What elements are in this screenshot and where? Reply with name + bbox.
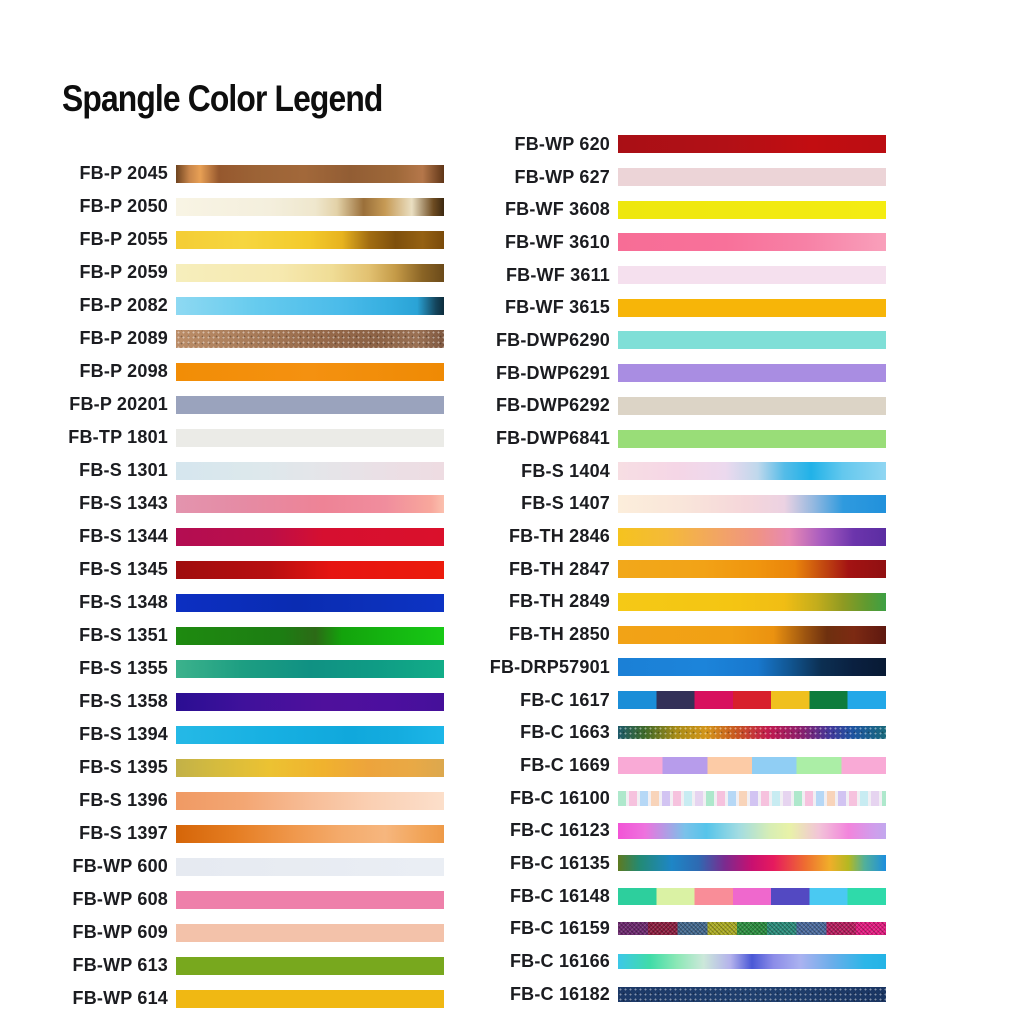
color-swatch	[618, 691, 886, 709]
swatch-label: FB-WP 627	[514, 166, 610, 187]
legend-row	[442, 422, 886, 455]
color-swatch	[618, 430, 886, 448]
swatch-label: FB-S 1301	[79, 460, 168, 480]
swatch-label: FB-S 1397	[79, 823, 168, 843]
swatch-label: FB-C 16135	[509, 852, 610, 873]
color-swatch	[618, 922, 886, 935]
color-swatch	[176, 858, 444, 876]
legend-row	[0, 652, 444, 685]
legend-row	[442, 520, 886, 553]
legend-row	[442, 161, 886, 194]
legend-row	[442, 716, 886, 749]
color-swatch	[176, 594, 444, 612]
swatch-label: FB-P 2082	[79, 295, 168, 315]
swatch-label: FB-S 1407	[521, 493, 610, 514]
legend-row	[0, 982, 444, 1015]
swatch-label: FB-S 1395	[79, 757, 168, 777]
swatch-label: FB-WP 620	[514, 133, 610, 154]
color-swatch	[618, 528, 886, 546]
color-swatch	[176, 495, 444, 513]
swatch-label: FB-C 1669	[520, 754, 610, 775]
swatch-label: FB-S 1351	[79, 625, 168, 645]
color-swatch	[176, 957, 444, 975]
legend-row	[442, 978, 886, 1011]
legend-row	[442, 259, 886, 292]
legend-row	[0, 850, 444, 883]
legend-row	[0, 289, 444, 322]
legend-row	[0, 157, 444, 190]
color-swatch	[618, 135, 886, 153]
legend-row	[0, 553, 444, 586]
color-swatch	[176, 891, 444, 909]
color-swatch	[176, 330, 444, 348]
legend-row	[442, 455, 886, 488]
color-swatch	[176, 297, 444, 315]
legend-row	[442, 226, 886, 259]
swatch-label: FB-C 1663	[520, 722, 610, 743]
legend-row	[0, 685, 444, 718]
color-swatch	[618, 658, 886, 676]
color-swatch	[618, 593, 886, 611]
swatch-label: FB-S 1396	[79, 790, 168, 810]
color-swatch	[176, 363, 444, 381]
swatch-label: FB-P 2055	[79, 229, 168, 249]
color-swatch	[176, 429, 444, 447]
color-swatch	[618, 888, 886, 905]
legend-row	[442, 913, 886, 946]
swatch-label: FB-TH 2849	[508, 591, 610, 612]
legend-row	[442, 357, 886, 390]
swatch-label: FB-WF 3610	[504, 231, 610, 252]
swatch-label: FB-TH 2846	[508, 526, 610, 547]
color-swatch	[176, 561, 444, 579]
color-swatch	[176, 990, 444, 1008]
swatch-label: FB-P 2089	[79, 328, 168, 348]
color-swatch	[618, 987, 886, 1002]
swatch-label: FB-C 16148	[509, 885, 610, 906]
color-swatch	[618, 299, 886, 317]
swatch-label: FB-P 2050	[79, 196, 168, 216]
legend-row	[442, 193, 886, 226]
legend-column-left	[0, 157, 444, 1015]
legend-row	[442, 814, 886, 847]
color-swatch	[176, 198, 444, 216]
legend-row	[0, 619, 444, 652]
color-swatch	[176, 165, 444, 183]
legend-row	[442, 945, 886, 978]
swatch-label: FB-S 1344	[79, 526, 168, 546]
swatch-label: FB-WF 3608	[504, 199, 610, 220]
swatch-label: FB-DWP6841	[495, 428, 610, 449]
color-swatch	[618, 495, 886, 513]
swatch-label: FB-WP 609	[72, 922, 168, 942]
legend-row	[0, 520, 444, 553]
color-swatch	[618, 462, 886, 480]
swatch-label: FB-C 16166	[509, 951, 610, 972]
swatch-label: FB-DWP6291	[495, 362, 610, 383]
color-swatch	[176, 726, 444, 744]
swatch-label: FB-P 20201	[69, 394, 168, 414]
legend-row	[442, 324, 886, 357]
legend-row	[0, 190, 444, 223]
legend-row	[0, 388, 444, 421]
swatch-label: FB-WP 614	[72, 988, 168, 1008]
color-swatch	[618, 823, 886, 839]
color-swatch	[618, 364, 886, 382]
color-swatch	[618, 266, 886, 284]
legend-row	[0, 322, 444, 355]
swatch-label: FB-S 1355	[79, 658, 168, 678]
color-swatch	[176, 759, 444, 777]
legend-row	[0, 256, 444, 289]
page-title: Spangle Color Legend	[62, 78, 383, 119]
swatch-label: FB-C 1617	[520, 689, 610, 710]
color-swatch	[176, 924, 444, 942]
swatch-label: FB-DRP57901	[489, 656, 610, 677]
legend-row	[442, 488, 886, 521]
legend-row	[0, 586, 444, 619]
swatch-label: FB-S 1404	[521, 460, 610, 481]
color-swatch	[176, 660, 444, 678]
legend-row	[442, 749, 886, 782]
legend-row	[0, 817, 444, 850]
legend-row	[442, 553, 886, 586]
legend-row	[442, 847, 886, 880]
legend-row	[442, 618, 886, 651]
legend-row	[442, 586, 886, 619]
legend-row	[0, 883, 444, 916]
color-swatch	[176, 693, 444, 711]
swatch-label: FB-WP 600	[72, 856, 168, 876]
legend-row	[442, 684, 886, 717]
legend-row	[442, 291, 886, 324]
color-swatch	[618, 726, 886, 739]
swatch-label: FB-S 1345	[79, 559, 168, 579]
color-swatch	[176, 462, 444, 480]
swatch-label: FB-C 16100	[509, 787, 610, 808]
legend-row	[442, 128, 886, 161]
legend-row	[442, 651, 886, 684]
color-swatch	[618, 168, 886, 186]
swatch-label: FB-P 2098	[79, 361, 168, 381]
swatch-label: FB-S 1343	[79, 493, 168, 513]
swatch-label: FB-C 16159	[509, 918, 610, 939]
color-swatch	[176, 264, 444, 282]
legend-column-right	[442, 128, 886, 1011]
color-swatch	[618, 331, 886, 349]
legend-row	[0, 454, 444, 487]
legend-row	[442, 782, 886, 815]
legend-row	[0, 949, 444, 982]
swatch-label: FB-DWP6292	[495, 395, 610, 416]
legend-row	[0, 718, 444, 751]
color-swatch	[176, 396, 444, 414]
swatch-label: FB-TH 2847	[508, 558, 610, 579]
color-swatch	[618, 397, 886, 415]
swatch-label: FB-C 16123	[509, 820, 610, 841]
color-swatch	[618, 757, 886, 774]
legend-row	[0, 355, 444, 388]
legend-row	[442, 390, 886, 423]
color-swatch	[176, 627, 444, 645]
color-swatch	[618, 233, 886, 251]
color-swatch	[618, 560, 886, 578]
swatch-label: FB-TP 1801	[68, 427, 168, 447]
color-swatch	[176, 792, 444, 810]
color-swatch	[176, 825, 444, 843]
swatch-label: FB-P 2059	[79, 262, 168, 282]
color-swatch	[618, 201, 886, 219]
legend-row	[0, 487, 444, 520]
swatch-label: FB-WF 3611	[505, 264, 610, 285]
swatch-label: FB-DWP6290	[495, 329, 610, 350]
swatch-label: FB-P 2045	[79, 163, 168, 183]
color-swatch	[618, 791, 886, 806]
swatch-label: FB-C 16182	[509, 983, 610, 1004]
legend-row	[0, 916, 444, 949]
swatch-label: FB-S 1348	[79, 592, 168, 612]
legend-row	[0, 223, 444, 256]
swatch-label: FB-S 1358	[79, 691, 168, 711]
color-swatch	[176, 231, 444, 249]
legend-row	[442, 880, 886, 913]
color-swatch	[618, 626, 886, 644]
color-swatch	[618, 954, 886, 969]
swatch-label: FB-WP 608	[72, 889, 168, 909]
swatch-label: FB-WP 613	[72, 955, 168, 975]
swatch-label: FB-S 1394	[79, 724, 168, 744]
swatch-label: FB-TH 2850	[508, 624, 610, 645]
legend-row	[0, 751, 444, 784]
color-swatch	[618, 855, 886, 871]
legend-row	[0, 784, 444, 817]
legend-row	[0, 421, 444, 454]
color-swatch	[176, 528, 444, 546]
swatch-label: FB-WF 3615	[504, 297, 610, 318]
